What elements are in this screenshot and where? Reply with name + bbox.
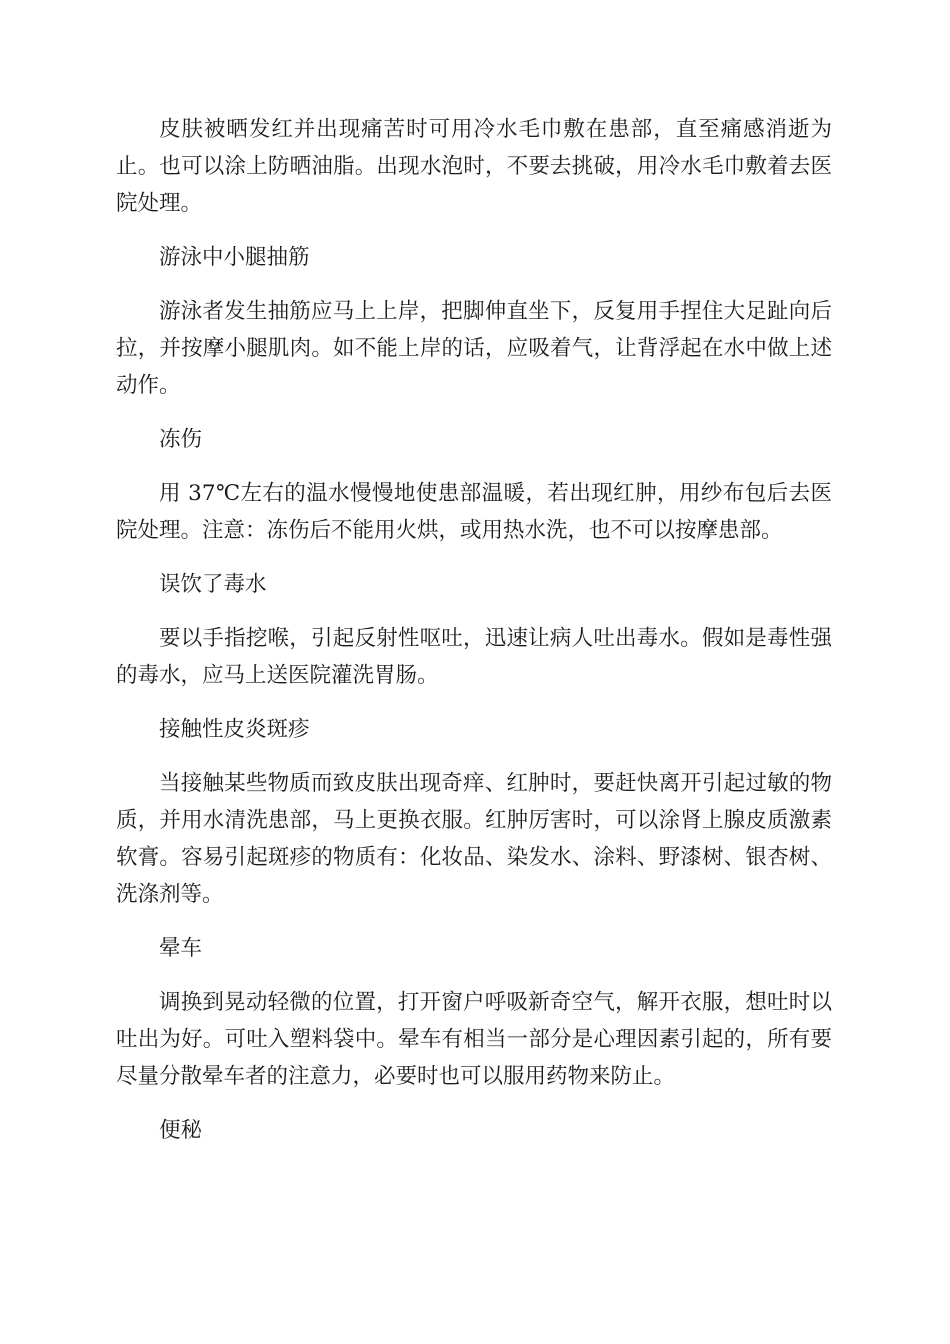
heading-leg-cramp: 游泳中小腿抽筋 (159, 245, 310, 270)
paragraph-leg-cramp: 游泳者发生抽筋应马上上岸，把脚伸直坐下，反复用手捏住大足趾向后拉，并按摩小腿肌肉。如不能上岸的话，应吸着气，让背浮起在水中做上述动作。 (116, 299, 832, 398)
paragraph-frostbite: 用 37℃左右的温水慢慢地使患部温暖，若出现红肿，用纱布包后去医院处理。注意：冻伤后不能用火烘，或用热水洗，也不可以按摩患部。 (116, 481, 832, 543)
heading-constipation: 便秘 (159, 1118, 203, 1143)
paragraph-dermatitis: 当接触某些物质而致皮肤出现奇痒、红肿时，要赶快离开引起过敏的物质，并用水清洗患部，马上更换衣服。红肿厉害时，可以涂肾上腺皮质激素软膏。容易引起斑疹的物质有：化妆品、染发水、涂料、野漆树、银杏树、洗涤剂等。 (116, 771, 832, 907)
heading-motion-sickness: 晕车 (159, 936, 203, 961)
paragraph-motion-sickness: 调换到晃动轻微的位置，打开窗户呼吸新奇空气，解开衣服，想吐时以吐出为好。可吐入塑料袋中。晕车有相当一部分是心理因素引起的，所有要尽量分散晕车者的注意力，必要时也可以服用药物来防止。 (116, 990, 832, 1089)
heading-dermatitis: 接触性皮炎斑疹 (159, 717, 310, 742)
paragraph-poison: 要以手指挖喉，引起反射性呕吐，迅速让病人吐出毒水。假如是毒性强的毒水，应马上送医院灌洗胃肠。 (116, 626, 832, 688)
heading-frostbite: 冻伤 (159, 427, 203, 452)
heading-poison: 误饮了毒水 (159, 572, 267, 597)
document-page (116, 111, 832, 1149)
paragraph-sunburn: 皮肤被晒发红并出现痛苦时可用冷水毛巾敷在患部，直至痛感消逝为止。也可以涂上防晒油脂。出现水泡时，不要去挑破，用冷水毛巾敷着去医院处理。 (116, 117, 832, 216)
